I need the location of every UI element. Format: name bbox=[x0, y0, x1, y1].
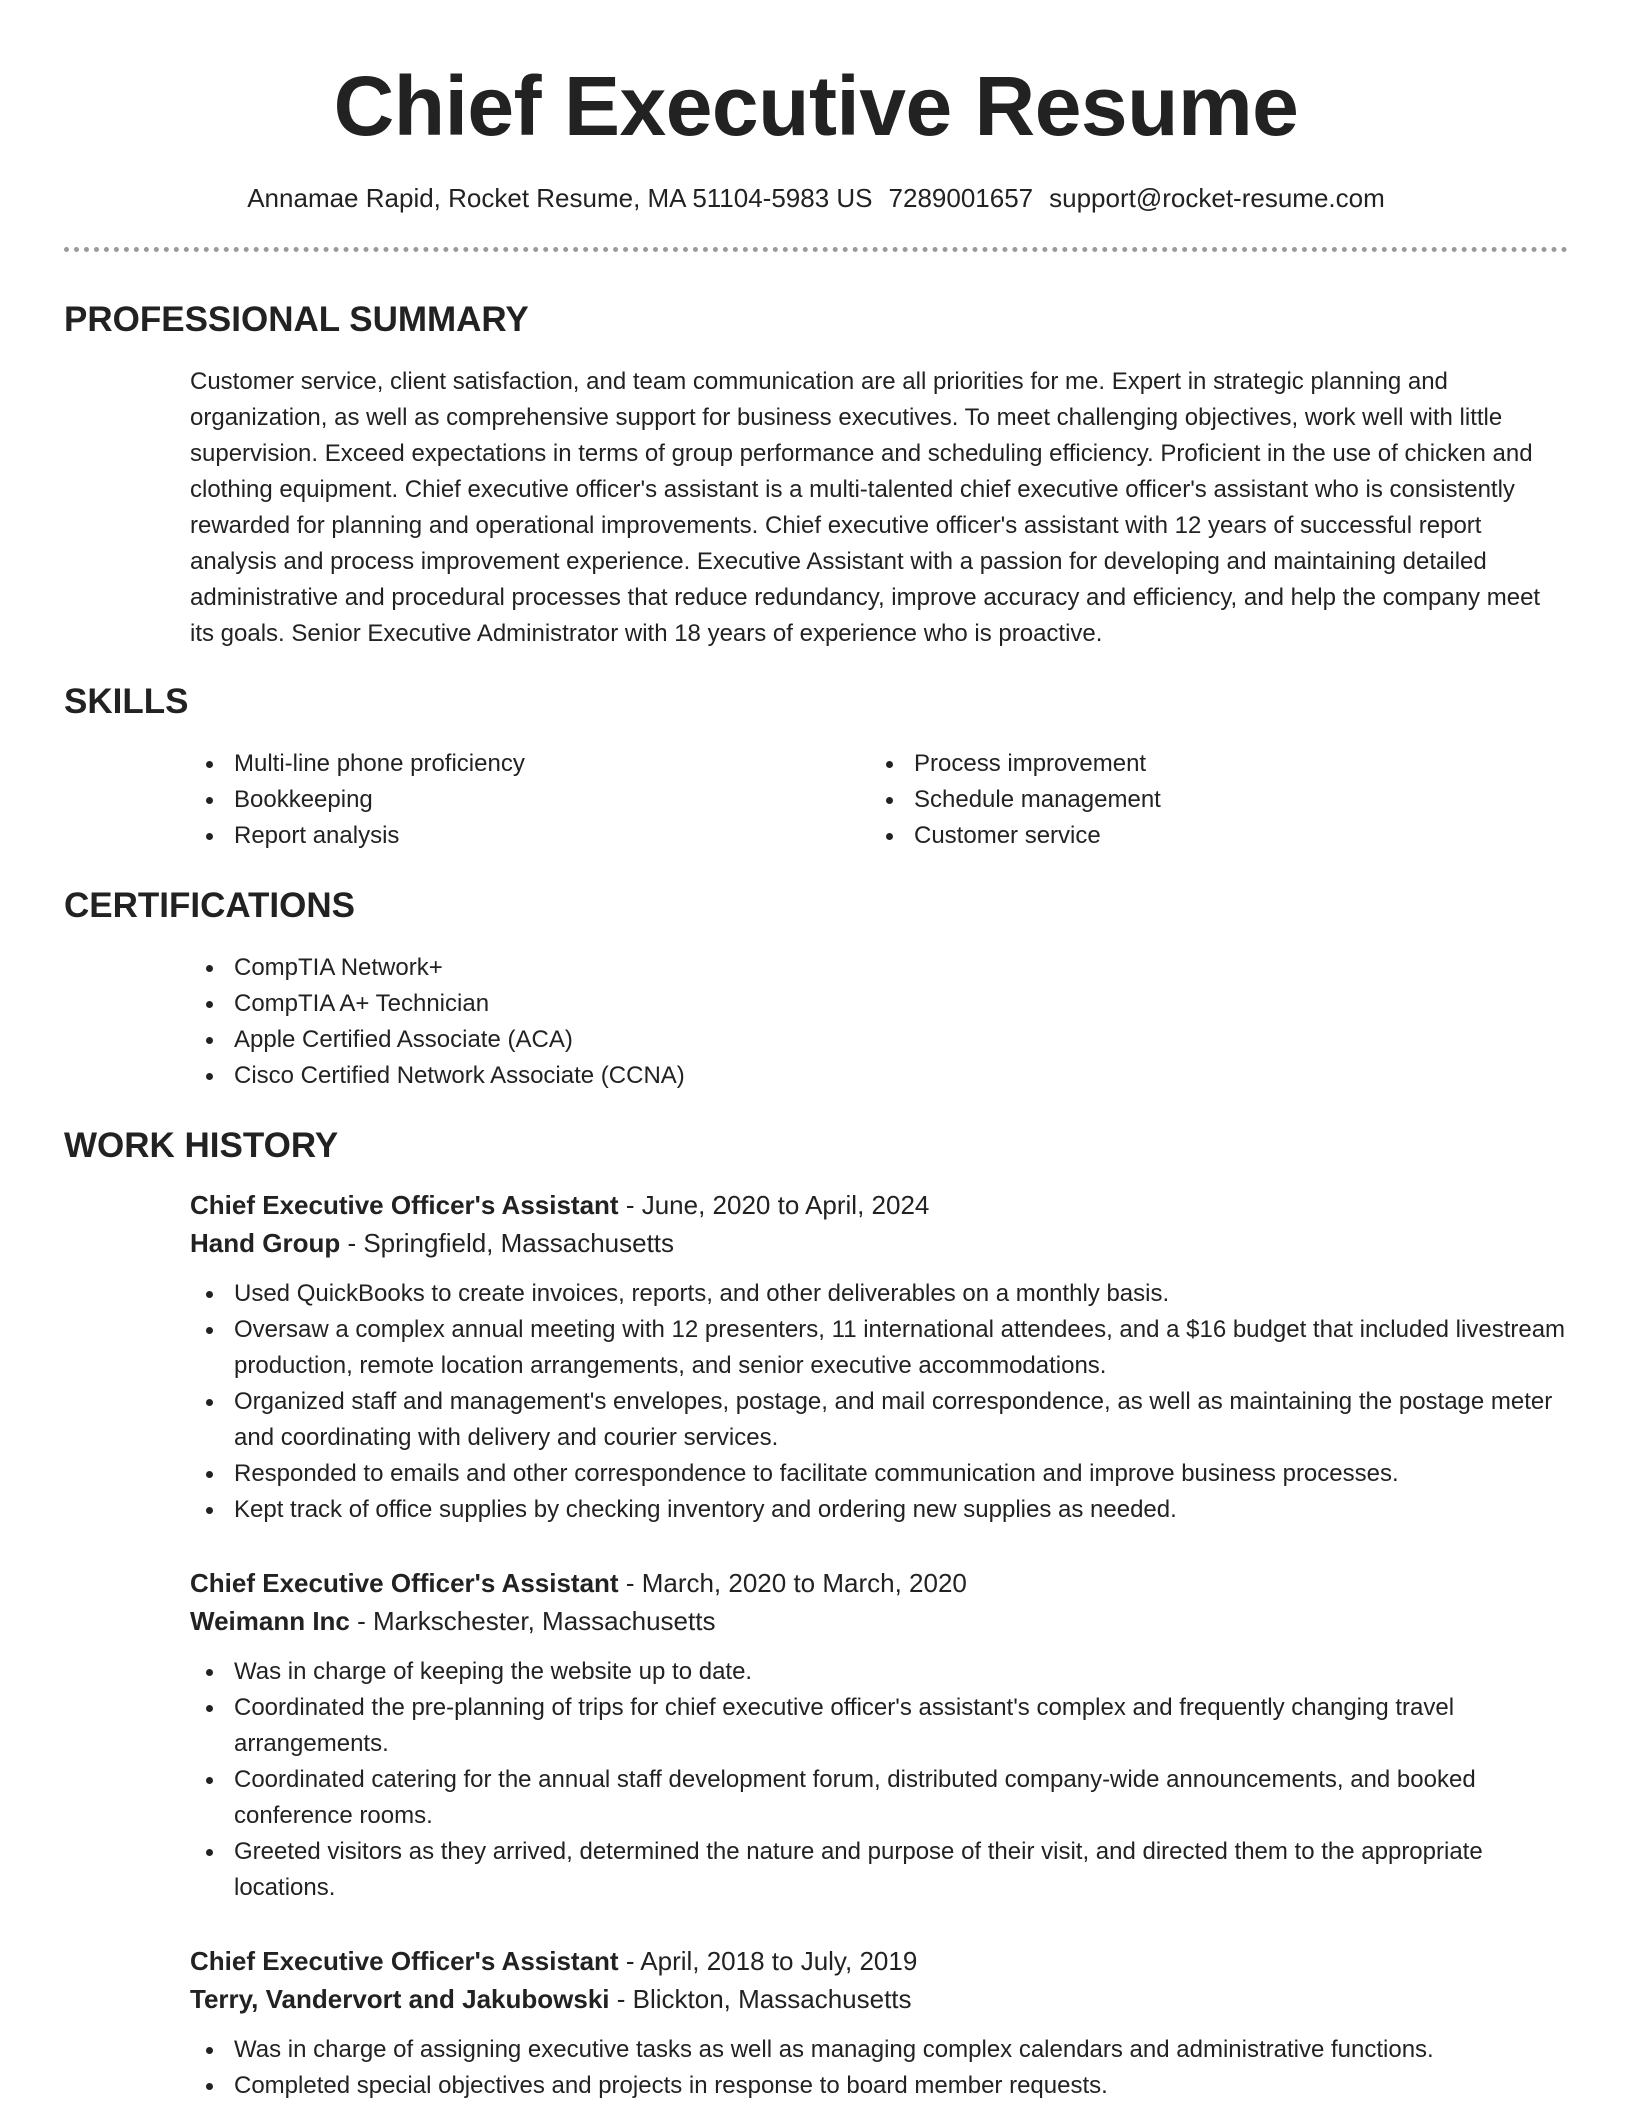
job-duty: Coordinated the pre-planning of trips for chief executive officer's assistant's complex and frequently changing travel arrangements. bbox=[190, 1690, 1568, 1762]
certifications-list bbox=[190, 950, 1568, 1094]
job-duty: Greeted visitors as they arrived, determined the nature and purpose of their visit, and directed them to the appropriate locations. bbox=[190, 1834, 1568, 1906]
skill-item: Customer service bbox=[870, 818, 1550, 854]
job-company-line bbox=[190, 1980, 1568, 2018]
skills-heading: SKILLS bbox=[64, 682, 189, 721]
job-dates: - June, 2020 to April, 2024 bbox=[618, 1190, 930, 1220]
skills-column-left bbox=[190, 746, 870, 854]
job-location: - Springfield, Massachusetts bbox=[340, 1228, 675, 1258]
job-duty: Completed special objectives and projects in response to board member requests. bbox=[190, 2068, 1568, 2104]
summary-text: Customer service, client satisfaction, and team communication are all priorities for me. Expert in strategic planning and organization, as well as comprehensive support for business executives. To meet challenging objectives, work well with little supervision. Exceed expectations in terms of group performance and scheduling efficiency. Proficient in the use of chicken and clothing equipment. Chief executive officer's assistant is a multi-talented chief executive officer's assistant who is consistently rewarded for planning and operational improvements. Chief executive officer's assistant with 12 years of successful report analysis and process improvement experience. Executive Assistant with a passion for developing and maintaining detailed administrative and procedural processes that reduce redundancy, improve accuracy and efficiency, and help the company meet its goals. Senior Executive Administrator with 18 years of experience who is proactive. bbox=[190, 368, 1541, 647]
job-company: Hand Group bbox=[190, 1228, 341, 1258]
job-duty: Oversaw a complex annual meeting with 12 presenters, 11 international attendees, and a $16 budget that included livestream production, remote location arrangements, and senior executive accommodations. bbox=[190, 1312, 1568, 1384]
skill-item: Bookkeeping bbox=[190, 782, 870, 818]
work-history-heading: WORK HISTORY bbox=[64, 1126, 339, 1165]
job-entry bbox=[190, 1186, 1568, 1528]
job-location: - Markschester, Massachusetts bbox=[349, 1606, 716, 1636]
contact-address: Annamae Rapid, Rocket Resume, MA 51104-5983 US bbox=[247, 183, 873, 213]
certifications-heading: CERTIFICATIONS bbox=[64, 886, 356, 925]
job-location: - Blickton, Massachusetts bbox=[609, 1984, 912, 2014]
certification-item: Cisco Certified Network Associate (CCNA) bbox=[190, 1058, 1568, 1094]
contact-phone: 7289001657 bbox=[888, 183, 1034, 213]
job-duty: Used QuickBooks to create invoices, reports, and other deliverables on a monthly basis. bbox=[190, 1276, 1568, 1312]
job-duties bbox=[190, 1276, 1568, 1528]
resume-title: Chief Executive Resume bbox=[333, 59, 1299, 153]
job-title: Chief Executive Officer's Assistant bbox=[190, 1946, 619, 1976]
job-dates: - March, 2020 to March, 2020 bbox=[618, 1568, 967, 1598]
contact-email: support@rocket-resume.com bbox=[1049, 183, 1385, 213]
certification-item: CompTIA Network+ bbox=[190, 950, 1568, 986]
skill-item: Multi-line phone proficiency bbox=[190, 746, 870, 782]
job-company: Weimann Inc bbox=[190, 1606, 350, 1636]
job-duty: Was in charge of keeping the website up to date. bbox=[190, 1654, 1568, 1690]
job-duty: Organized staff and management's envelopes, postage, and mail correspondence, as well as maintaining the postage meter and coordinating with delivery and courier services. bbox=[190, 1384, 1568, 1456]
certification-item: Apple Certified Associate (ACA) bbox=[190, 1022, 1568, 1058]
skill-item: Schedule management bbox=[870, 782, 1550, 818]
job-company: Terry, Vandervort and Jakubowski bbox=[190, 1984, 610, 2014]
skills-list bbox=[190, 746, 1568, 854]
job-title-line bbox=[190, 1942, 1568, 1980]
contact-line bbox=[64, 182, 1568, 214]
job-dates: - April, 2018 to July, 2019 bbox=[618, 1946, 918, 1976]
job-title: Chief Executive Officer's Assistant bbox=[190, 1568, 619, 1598]
header-divider bbox=[64, 247, 1568, 252]
job-duties bbox=[190, 2032, 1568, 2104]
job-duty: Was in charge of assigning executive tasks as well as managing complex calendars and administrative functions. bbox=[190, 2032, 1568, 2068]
job-company-line bbox=[190, 1224, 1568, 1262]
job-duty: Responded to emails and other correspondence to facilitate communication and improve business processes. bbox=[190, 1456, 1568, 1492]
skill-item: Process improvement bbox=[870, 746, 1550, 782]
job-duties bbox=[190, 1654, 1568, 1906]
skills-column-right bbox=[870, 746, 1550, 854]
job-company-line bbox=[190, 1602, 1568, 1640]
job-duty: Coordinated catering for the annual staff development forum, distributed company-wide announcements, and booked conference rooms. bbox=[190, 1762, 1568, 1834]
job-title-line bbox=[190, 1564, 1568, 1602]
job-entry bbox=[190, 1564, 1568, 1906]
skill-item: Report analysis bbox=[190, 818, 870, 854]
job-title: Chief Executive Officer's Assistant bbox=[190, 1190, 619, 1220]
job-title-line bbox=[190, 1186, 1568, 1224]
job-entry bbox=[190, 1942, 1568, 2104]
summary-heading: PROFESSIONAL SUMMARY bbox=[64, 300, 529, 339]
resume-page bbox=[64, 0, 1568, 2104]
job-duty: Kept track of office supplies by checking inventory and ordering new supplies as needed. bbox=[190, 1492, 1568, 1528]
certification-item: CompTIA A+ Technician bbox=[190, 986, 1568, 1022]
